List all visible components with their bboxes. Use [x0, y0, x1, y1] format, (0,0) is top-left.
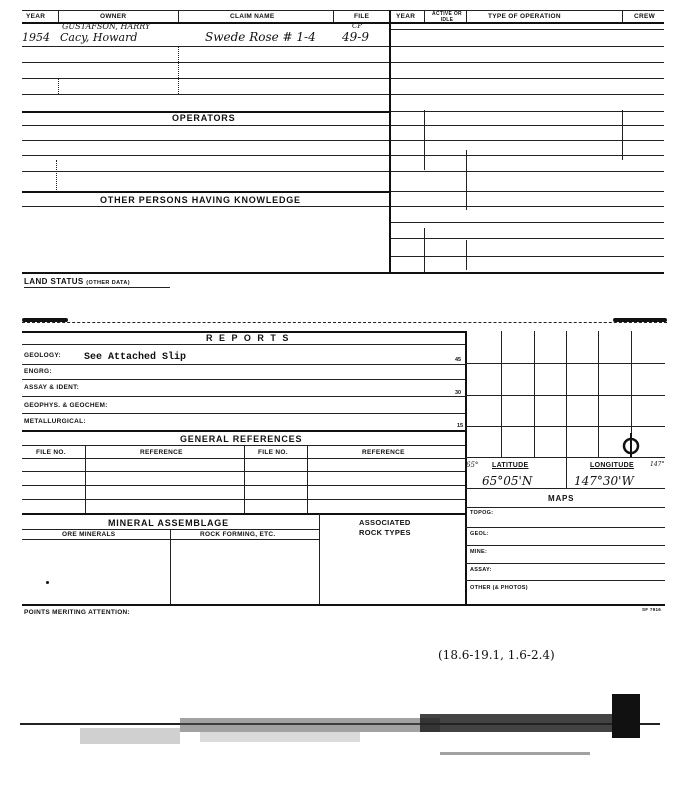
coords-note: (18.6-19.1, 1.6-2.4) — [438, 648, 555, 662]
rule — [56, 160, 57, 190]
ref-header-reference: REFERENCE — [140, 449, 183, 456]
rule — [465, 545, 665, 546]
header-file: FILE — [354, 13, 370, 20]
scale-15: 15 — [457, 423, 464, 429]
rule — [424, 10, 425, 22]
land-status-title: LAND STATUS — [24, 277, 84, 286]
file-prefix: CP — [352, 22, 363, 30]
rule — [24, 287, 170, 288]
ref-header-file-no-2: FILE NO. — [258, 449, 288, 456]
assay-label: ASSAY & IDENT: — [24, 384, 80, 391]
rule — [22, 62, 389, 63]
map-other: OTHER (& PHOTOS) — [470, 585, 528, 591]
lon-suffix: 147° — [650, 461, 665, 468]
geology-value: See Attached Slip — [84, 352, 187, 363]
rule — [333, 10, 334, 22]
rule — [22, 272, 664, 274]
rule — [22, 94, 389, 95]
metallurgical-label: METALLURGICAL: — [24, 418, 86, 425]
rule — [391, 111, 664, 112]
location-marker-icon — [620, 433, 642, 459]
owner-line-1: GUSTAFSON, HARRY — [62, 22, 151, 31]
header-year-2: YEAR — [396, 13, 416, 20]
rule — [22, 322, 667, 323]
rule — [58, 78, 59, 94]
rule — [22, 344, 465, 345]
geophys-label: GEOPHYS. & GEOCHEM: — [24, 402, 108, 409]
rule — [22, 604, 665, 606]
rock-types-label: ROCK TYPES — [359, 528, 411, 537]
entry-year: 1954 — [22, 31, 50, 44]
rule — [465, 507, 665, 508]
rule — [170, 529, 171, 604]
rule — [22, 396, 465, 397]
rule — [466, 150, 467, 210]
general-references-title: GENERAL REFERENCES — [180, 434, 303, 444]
rule — [22, 78, 389, 79]
header-active-or-idle: ACTIVE OR IDLE — [432, 11, 462, 23]
rule — [391, 46, 664, 47]
header-type-of-operation: TYPE OF OPERATION — [488, 13, 561, 20]
rule — [391, 62, 664, 63]
rule — [424, 228, 425, 272]
owner-line-2: Cacy, Howard — [60, 31, 138, 44]
rule — [319, 513, 320, 604]
scale-30: 30 — [455, 390, 462, 396]
rule — [391, 238, 664, 239]
rule — [307, 445, 308, 513]
rule — [391, 171, 664, 172]
rule — [22, 140, 389, 141]
rule — [22, 364, 465, 365]
rule — [534, 331, 535, 457]
rule — [566, 458, 567, 488]
rule — [566, 331, 567, 457]
rule — [22, 155, 389, 156]
other-persons-label: OTHER PERSONS HAVING KNOWLEDGE — [100, 195, 301, 205]
rule — [389, 10, 391, 274]
land-status-sub: (OTHER DATA) — [86, 280, 130, 286]
rule — [22, 46, 389, 47]
reports-title: R E P O R T S — [206, 333, 291, 343]
map-topog: TOPOG: — [470, 510, 494, 516]
rule — [22, 125, 389, 126]
rule — [22, 191, 389, 193]
engrg-label: ENGRG: — [24, 368, 52, 375]
rule — [391, 94, 664, 95]
rule — [391, 29, 664, 30]
rule — [22, 206, 389, 207]
rule — [391, 125, 664, 126]
rule — [85, 445, 86, 513]
rule — [466, 10, 467, 22]
lat-prefix: 65° — [466, 461, 479, 469]
dot-mark — [46, 581, 49, 584]
associated-label: ASSOCIATED — [359, 518, 411, 527]
ref-header-reference-2: REFERENCE — [362, 449, 405, 456]
rule — [598, 331, 599, 457]
rule — [244, 445, 245, 513]
map-geol: GEOL: — [470, 531, 489, 537]
mineral-assemblage-title: MINERAL ASSEMBLAGE — [108, 518, 229, 528]
rule — [391, 256, 664, 257]
latitude-value: 65°05'N — [482, 474, 533, 488]
rule — [22, 413, 465, 414]
rule — [391, 222, 664, 223]
rule — [22, 379, 465, 380]
rule — [465, 563, 665, 564]
map-assay: ASSAY: — [470, 567, 492, 573]
rule — [465, 363, 665, 364]
rule — [622, 10, 623, 22]
rule — [391, 155, 664, 156]
rule — [391, 140, 664, 141]
claim-name-value: Swede Rose # 1-4 — [205, 30, 316, 44]
rule — [465, 395, 665, 396]
geology-label: GEOLOGY: — [24, 352, 61, 359]
rock-forming-label: ROCK FORMING, ETC. — [200, 531, 276, 538]
rule — [466, 240, 467, 270]
rule — [22, 430, 465, 432]
header-owner: OWNER — [100, 13, 127, 20]
maps-label: MAPS — [548, 494, 575, 503]
ore-minerals-label: ORE MINERALS — [62, 531, 116, 538]
rule — [424, 110, 425, 170]
rule — [22, 513, 465, 515]
header-year: YEAR — [26, 13, 46, 20]
rule — [622, 110, 623, 160]
operators-label: OPERATORS — [172, 113, 236, 123]
rule — [465, 580, 665, 581]
latitude-label: LATITUDE — [492, 462, 529, 469]
rule — [178, 46, 179, 94]
rule — [465, 426, 665, 427]
rule — [178, 10, 179, 22]
longitude-label: LONGITUDE — [590, 462, 634, 469]
form-number: SF 7916 — [642, 607, 662, 612]
ref-header-file-no: FILE NO. — [36, 449, 66, 456]
rule — [391, 78, 664, 79]
scan-artifact — [0, 690, 678, 790]
points-meriting-attention: POINTS MERITING ATTENTION: — [24, 609, 131, 616]
rule — [465, 488, 665, 489]
rule — [391, 191, 664, 192]
header-claim-name: CLAIM NAME — [230, 13, 275, 20]
land-status-label — [24, 277, 130, 286]
longitude-value: 147°30'W — [574, 474, 634, 488]
header-crew: CREW — [634, 13, 656, 20]
rule — [391, 206, 664, 207]
rule — [22, 171, 389, 172]
map-mine: MINE: — [470, 549, 488, 555]
rule — [22, 10, 664, 11]
file-value: 49-9 — [342, 30, 369, 44]
rule — [58, 10, 59, 22]
rule — [465, 527, 665, 528]
rule — [501, 331, 502, 457]
scale-45: 45 — [455, 357, 462, 363]
